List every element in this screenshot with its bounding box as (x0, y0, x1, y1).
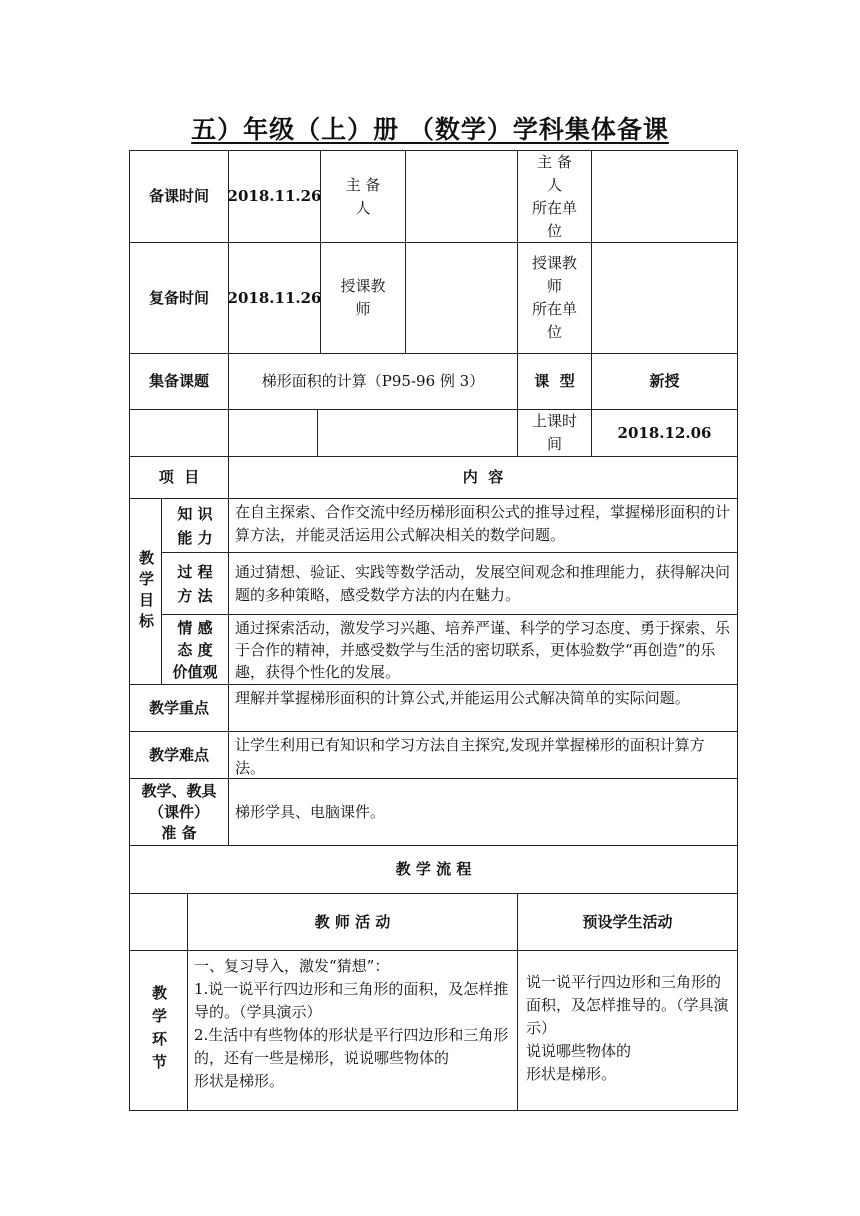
empty-cell (129, 409, 229, 457)
empty-cell (129, 893, 188, 951)
goal-process-label: 过 程 方 法 (161, 552, 229, 615)
empty-cell (317, 409, 518, 457)
page-title: 五）年级（上）册 （数学）学科集体备课 (191, 115, 669, 144)
student-activity-text: 说一说平行四边形和三角形的面积，及怎样推导的。（学具演示） 说说哪些物体的 形状是梯形。 (517, 950, 738, 1111)
teacher-value (405, 242, 518, 354)
preparer-label: 主 备 人 (320, 150, 406, 243)
student-activity-header: 预设学生活动 (517, 893, 738, 951)
review-time-value: 2018.11.26 (228, 242, 321, 354)
teacher-unit-value (591, 242, 738, 354)
prep-time-value: 2018.11.26 (228, 150, 321, 243)
preparer-unit-value (591, 150, 738, 243)
item-header: 项 目 (129, 456, 229, 499)
tools-label: 教学、教具 （课件） 准 备 (129, 778, 229, 846)
class-time-value: 2018.12.06 (591, 409, 738, 457)
class-time-label: 上课时 间 (517, 409, 592, 457)
flow-title: 教 学 流 程 (129, 845, 738, 894)
goal-knowledge-label: 知 识 能 力 (161, 498, 229, 553)
lesson-type-label: 课 型 (517, 353, 592, 410)
lesson-type-value: 新授 (591, 353, 738, 410)
difficulty-text: 让学生利用已有知识和学习方法自主探究,发现并掌握梯形的面积计算方法。 (228, 731, 738, 779)
teacher-label: 授课教 师 (320, 242, 406, 354)
teacher-activity-header: 教 师 活 动 (187, 893, 518, 951)
difficulty-label: 教学难点 (129, 731, 229, 779)
section-label-text: 教学环节 (150, 984, 168, 1077)
preparer-unit-label: 主 备 人 所在单 位 (517, 150, 592, 243)
key-point-label: 教学重点 (129, 684, 229, 732)
teacher-unit-label: 授课教 师 所在单 位 (517, 242, 592, 354)
goal-knowledge-text: 在自主探索、合作交流中经历梯形面积公式的推导过程，掌握梯形面积的计算方法，并能灵活运用公式解决相关的数学问题。 (228, 498, 738, 553)
goals-label-text: 教学目标 (137, 549, 155, 634)
tools-text: 梯形学具、电脑课件。 (228, 778, 738, 846)
goal-emotion-text: 通过探索活动，激发学习兴趣、培养严谨、科学的学习态度、勇于探索、乐于合作的精神，并感受数学与生活的密切联系，更体验数学“再创造”的乐趣，获得个性化的发展。 (228, 614, 738, 685)
preparer-value (405, 150, 518, 243)
review-time-label: 复备时间 (129, 242, 229, 354)
key-point-text: 理解并掌握梯形面积的计算公式,并能运用公式解决简单的实际问题。 (228, 684, 738, 732)
prep-time-label: 备课时间 (129, 150, 229, 243)
topic-value: 梯形面积的计算（P95-96 例 3） (228, 353, 518, 410)
topic-label: 集备课题 (129, 353, 229, 410)
content-header: 内 容 (228, 456, 738, 499)
empty-cell (228, 409, 318, 457)
goals-label (129, 498, 162, 685)
goal-emotion-label: 情 感 态 度 价值观 (161, 614, 229, 685)
section-label (129, 950, 188, 1111)
teacher-activity-text: 一、复习导入，激发“猜想”： 1.说一说平行四边形和三角形的面积，及怎样推导的。（学具演示） 2.生活中有些物体的形状是平行四边形和三角形的，还有一些是梯形，说说哪些物体的 形状是梯形。 (187, 950, 518, 1111)
goal-process-text: 通过猜想、验证、实践等数学活动，发展空间观念和推理能力，获得解决问题的多种策略，感受数学方法的内在魅力。 (228, 552, 738, 615)
